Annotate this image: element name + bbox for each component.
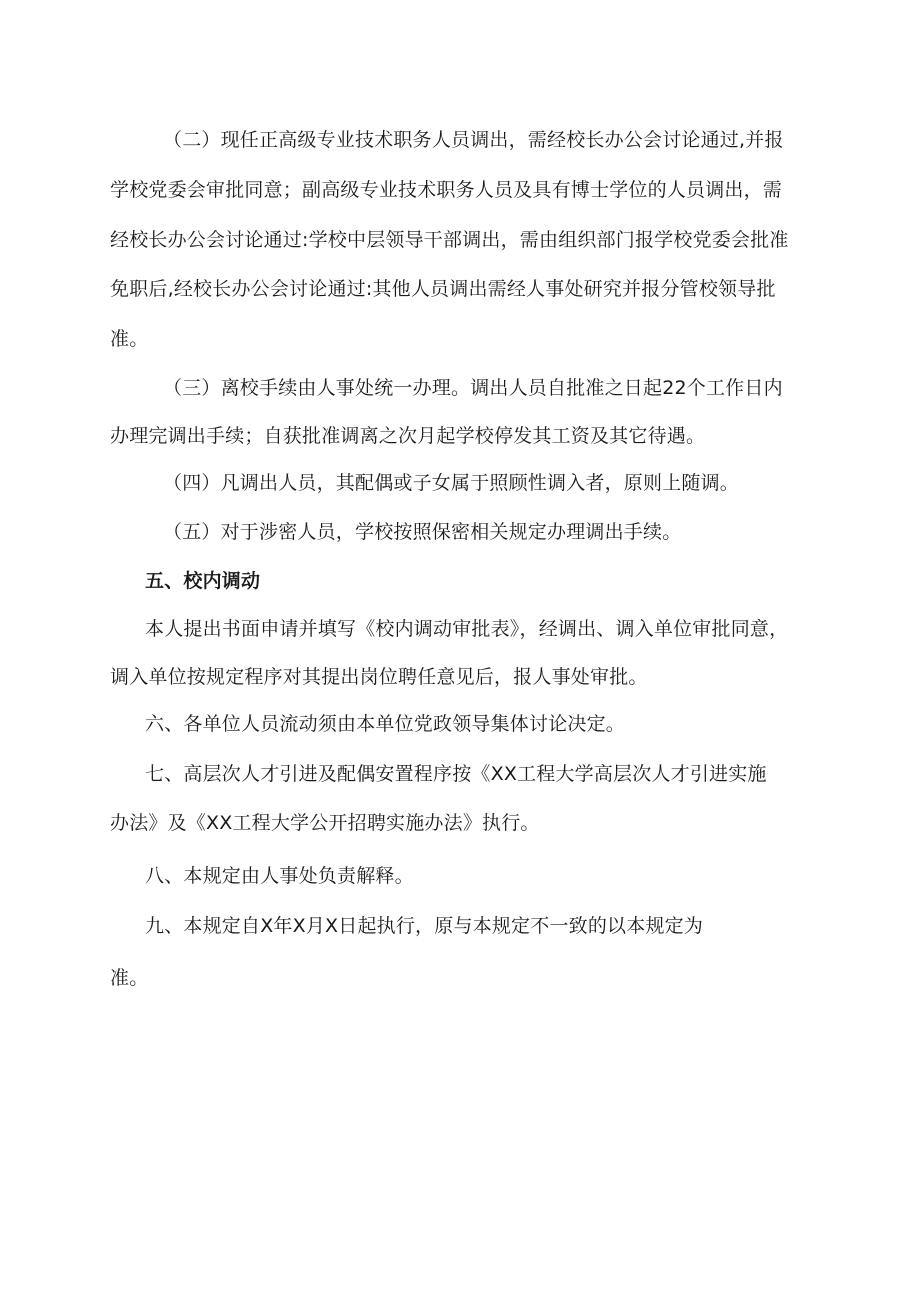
article-8: 八、本规定由人事处负责解释。 <box>145 865 414 887</box>
transfer-paragraph-line-2: 调入单位按规定程序对其提出岗位聘任意见后，报人事处审批。 <box>110 666 648 688</box>
section-heading-5: 五、校内调动 <box>145 570 261 592</box>
article-6: 六、各单位人员流动须由本单位党政领导集体讨论决定。 <box>145 713 626 735</box>
paragraph-3-line-1: （三）离校手续由人事处统一办理。调出人员自批准之日起22个工作日内 <box>163 377 783 399</box>
paragraph-2-line-2: 学校党委会审批同意；副高级专业技术职务人员及具有博士学位的人员调出，需 <box>110 179 783 201</box>
paragraph-2-line-3: 经校长办公会讨论通过:学校中层领导干部调出，需由组织部门报学校党委会批准 <box>110 229 789 251</box>
paragraph-2-line-4: 免职后,经校长办公会讨论通过:其他人员调出需经人事处研究并报分管校领导批 <box>110 278 776 300</box>
article-7-line-2: 办法》及《XX工程大学公开招聘实施办法》执行。 <box>110 812 540 834</box>
paragraph-4: （四）凡调出人员，其配偶或子女属于照顾性调入者，原则上随调。 <box>163 472 740 494</box>
article-7-line-1: 七、高层次人才引进及配偶安置程序按《XX工程大学高层次人才引进实施 <box>145 763 767 785</box>
transfer-paragraph-line-1: 本人提出书面申请并填写《校内调动审批表》，经调出、调入单位审批同意， <box>145 618 789 640</box>
paragraph-5: （五）对于涉密人员，学校按照保密相关规定办理调出手续。 <box>163 521 682 543</box>
article-9-line-1: 九、本规定自X年X月X日起执行，原与本规定不一致的以本规定为 <box>145 915 704 937</box>
paragraph-3-line-2: 办理完调出手续；自获批准调离之次月起学校停发其工资及其它待遇。 <box>110 425 706 447</box>
article-9-line-2: 准。 <box>110 967 149 989</box>
paragraph-2-line-5: 准。 <box>110 328 149 350</box>
paragraph-2-line-1: （二）现任正高级专业技术职务人员调出，需经校长办公会讨论通过,并报 <box>163 129 784 151</box>
